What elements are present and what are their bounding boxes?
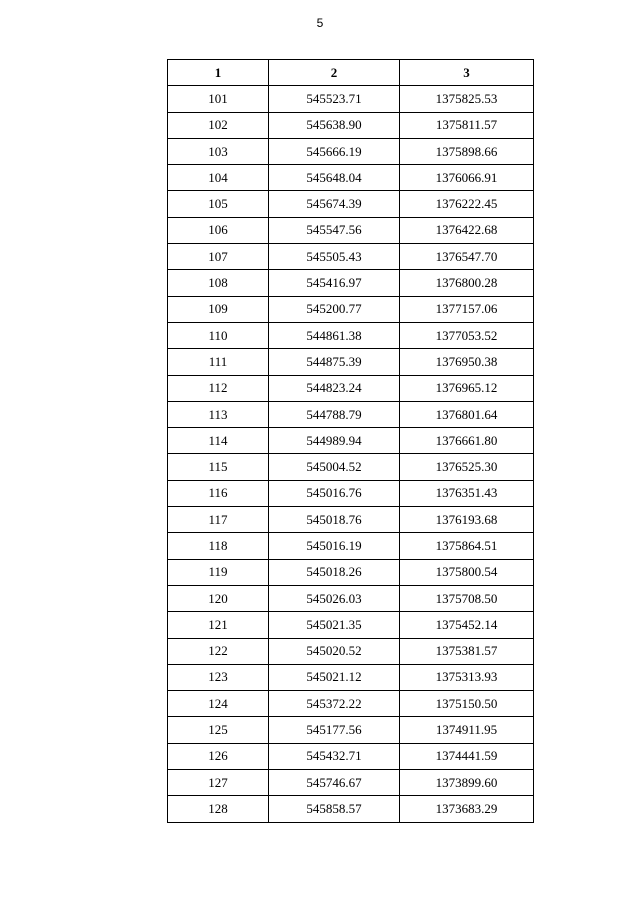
x-coordinate-cell: 545746.67 [269, 770, 400, 796]
y-coordinate-cell: 1373683.29 [400, 796, 534, 822]
point-number-cell: 115 [168, 454, 269, 480]
table-row [168, 217, 534, 243]
x-coordinate-cell: 545858.57 [269, 796, 400, 822]
header-col-1: 1 [168, 60, 269, 86]
y-coordinate-cell: 1376222.45 [400, 191, 534, 217]
x-coordinate-cell: 544989.94 [269, 428, 400, 454]
y-coordinate-cell: 1376193.68 [400, 507, 534, 533]
table-row [168, 796, 534, 822]
point-number-cell: 116 [168, 480, 269, 506]
x-coordinate-cell: 545638.90 [269, 112, 400, 138]
y-coordinate-cell: 1375381.57 [400, 638, 534, 664]
y-coordinate-cell: 1375811.57 [400, 112, 534, 138]
table-row [168, 244, 534, 270]
x-coordinate-cell: 544823.24 [269, 375, 400, 401]
table-body [168, 86, 534, 822]
point-number-cell: 103 [168, 138, 269, 164]
y-coordinate-cell: 1375825.53 [400, 86, 534, 112]
table-row [168, 86, 534, 112]
table-row [168, 612, 534, 638]
table-row [168, 507, 534, 533]
y-coordinate-cell: 1375898.66 [400, 138, 534, 164]
x-coordinate-cell: 545372.22 [269, 691, 400, 717]
y-coordinate-cell: 1376800.28 [400, 270, 534, 296]
x-coordinate-cell: 545416.97 [269, 270, 400, 296]
y-coordinate-cell: 1373899.60 [400, 770, 534, 796]
table-row [168, 717, 534, 743]
y-coordinate-cell: 1376950.38 [400, 349, 534, 375]
x-coordinate-cell: 545018.26 [269, 559, 400, 585]
x-coordinate-cell: 544788.79 [269, 401, 400, 427]
y-coordinate-cell: 1376422.68 [400, 217, 534, 243]
x-coordinate-cell: 545016.19 [269, 533, 400, 559]
point-number-cell: 110 [168, 322, 269, 348]
table-row [168, 401, 534, 427]
y-coordinate-cell: 1374441.59 [400, 743, 534, 769]
point-number-cell: 128 [168, 796, 269, 822]
y-coordinate-cell: 1377157.06 [400, 296, 534, 322]
table-row [168, 664, 534, 690]
y-coordinate-cell: 1374911.95 [400, 717, 534, 743]
y-coordinate-cell: 1375708.50 [400, 585, 534, 611]
x-coordinate-cell: 545020.52 [269, 638, 400, 664]
header-row [168, 60, 534, 86]
table-header [168, 60, 534, 86]
point-number-cell: 117 [168, 507, 269, 533]
table-row [168, 585, 534, 611]
point-number-cell: 111 [168, 349, 269, 375]
y-coordinate-cell: 1375452.14 [400, 612, 534, 638]
table-row [168, 165, 534, 191]
y-coordinate-cell: 1375150.50 [400, 691, 534, 717]
x-coordinate-cell: 545016.76 [269, 480, 400, 506]
y-coordinate-cell: 1376066.91 [400, 165, 534, 191]
table-row [168, 138, 534, 164]
y-coordinate-cell: 1375800.54 [400, 559, 534, 585]
x-coordinate-cell: 545177.56 [269, 717, 400, 743]
point-number-cell: 124 [168, 691, 269, 717]
point-number-cell: 102 [168, 112, 269, 138]
x-coordinate-cell: 545648.04 [269, 165, 400, 191]
point-number-cell: 106 [168, 217, 269, 243]
x-coordinate-cell: 545505.43 [269, 244, 400, 270]
point-number-cell: 113 [168, 401, 269, 427]
point-number-cell: 121 [168, 612, 269, 638]
y-coordinate-cell: 1376547.70 [400, 244, 534, 270]
table-row [168, 428, 534, 454]
x-coordinate-cell: 545432.71 [269, 743, 400, 769]
table-row [168, 770, 534, 796]
y-coordinate-cell: 1376351.43 [400, 480, 534, 506]
x-coordinate-cell: 545674.39 [269, 191, 400, 217]
page-number: 5 [316, 16, 324, 30]
x-coordinate-cell: 545004.52 [269, 454, 400, 480]
table-row [168, 322, 534, 348]
x-coordinate-cell: 545021.35 [269, 612, 400, 638]
point-number-cell: 101 [168, 86, 269, 112]
x-coordinate-cell: 545200.77 [269, 296, 400, 322]
point-number-cell: 112 [168, 375, 269, 401]
table-row [168, 743, 534, 769]
point-number-cell: 108 [168, 270, 269, 296]
point-number-cell: 107 [168, 244, 269, 270]
table-row [168, 191, 534, 217]
point-number-cell: 126 [168, 743, 269, 769]
table-row [168, 691, 534, 717]
header-col-3: 3 [400, 60, 534, 86]
point-number-cell: 105 [168, 191, 269, 217]
table-row [168, 533, 534, 559]
point-number-cell: 109 [168, 296, 269, 322]
table-row [168, 638, 534, 664]
table-row [168, 454, 534, 480]
point-number-cell: 127 [168, 770, 269, 796]
x-coordinate-cell: 545026.03 [269, 585, 400, 611]
x-coordinate-cell: 544875.39 [269, 349, 400, 375]
table-row [168, 270, 534, 296]
table-row [168, 480, 534, 506]
y-coordinate-cell: 1375864.51 [400, 533, 534, 559]
y-coordinate-cell: 1377053.52 [400, 322, 534, 348]
point-number-cell: 104 [168, 165, 269, 191]
x-coordinate-cell: 545018.76 [269, 507, 400, 533]
y-coordinate-cell: 1376801.64 [400, 401, 534, 427]
x-coordinate-cell: 544861.38 [269, 322, 400, 348]
y-coordinate-cell: 1376661.80 [400, 428, 534, 454]
y-coordinate-cell: 1376525.30 [400, 454, 534, 480]
table-row [168, 112, 534, 138]
point-number-cell: 118 [168, 533, 269, 559]
header-col-2: 2 [269, 60, 400, 86]
table-row [168, 559, 534, 585]
table-row [168, 349, 534, 375]
point-number-cell: 119 [168, 559, 269, 585]
point-number-cell: 125 [168, 717, 269, 743]
coordinates-table [167, 59, 534, 823]
x-coordinate-cell: 545523.71 [269, 86, 400, 112]
point-number-cell: 114 [168, 428, 269, 454]
point-number-cell: 123 [168, 664, 269, 690]
table-row [168, 375, 534, 401]
point-number-cell: 120 [168, 585, 269, 611]
table-row [168, 296, 534, 322]
x-coordinate-cell: 545021.12 [269, 664, 400, 690]
x-coordinate-cell: 545666.19 [269, 138, 400, 164]
y-coordinate-cell: 1375313.93 [400, 664, 534, 690]
x-coordinate-cell: 545547.56 [269, 217, 400, 243]
y-coordinate-cell: 1376965.12 [400, 375, 534, 401]
point-number-cell: 122 [168, 638, 269, 664]
